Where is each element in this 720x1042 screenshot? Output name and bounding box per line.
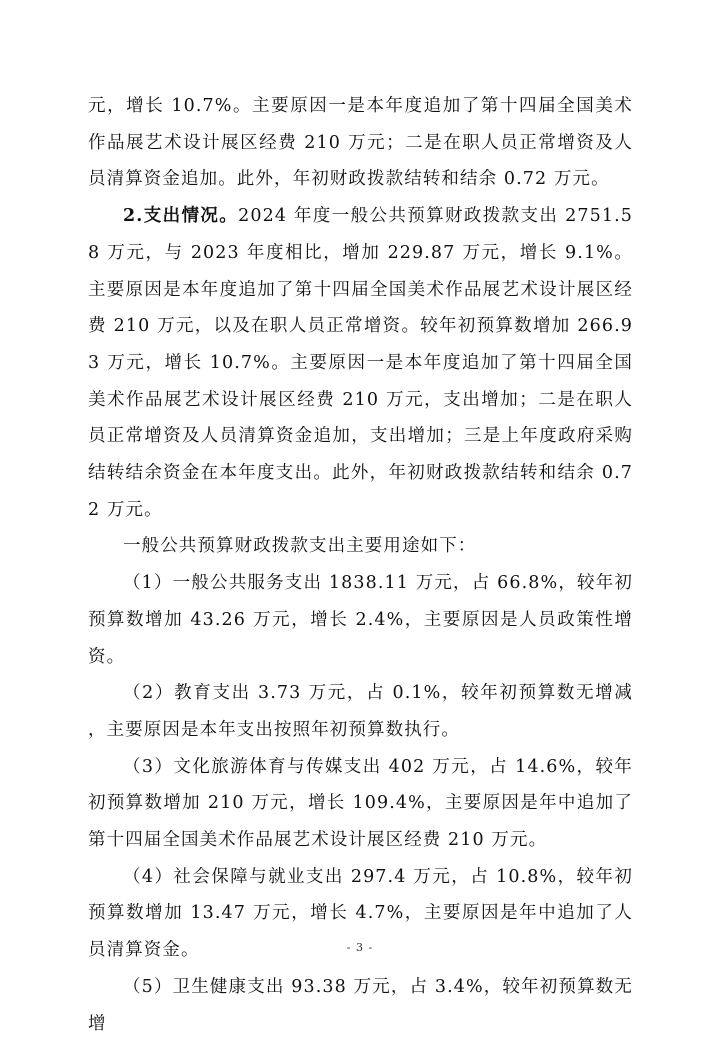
paragraph-text: 元，增长 10.7%。主要原因一是本年度追加了第十四届全国美术作品展艺术设计展区经费 210 万元；二是在职人员正常增资及人员清算资金追加。此外，年初财政拨款结转和结余 0.72 万元。 xyxy=(88,96,633,190)
paragraph-text: 一般公共预算财政拨款支出主要用途如下： xyxy=(123,536,477,557)
paragraph-item-3 xyxy=(88,749,633,859)
paragraph-text: （1）一般公共服务支出 1838.11 万元，占 66.8%，较年初预算数增加 43.26 万元，增长 2.4%，主要原因是人员政策性增资。 xyxy=(88,573,633,667)
paragraph-uses-intro xyxy=(88,528,633,565)
paragraph-text: （5）卫生健康支出 93.38 万元，占 3.4%，较年初预算数无增 xyxy=(88,976,633,1034)
page-number: - 3 - xyxy=(346,941,374,954)
paragraph-item-2 xyxy=(88,675,633,748)
document-body xyxy=(88,88,633,1042)
paragraph-text: （3）文化旅游体育与传媒支出 402 万元，占 14.6%，较年初预算数增加 210 万元，增长 109.4%，主要原因是年中追加了第十四届全国美术作品展艺术设计展区经费 210 万元。 xyxy=(88,756,633,851)
paragraph-item-1 xyxy=(88,565,633,675)
paragraph-text: 2024 年度一般公共预算财政拨款支出 2751.58 万元，与 2023 年度相比，增加 229.87 万元，增长 9.1%。主要原因是本年度追加了第十四届全国美术作品展艺术设计展区经费 210 万元，以及在职人员正常增资。较年初预算数增加 266.93 万元，增长 10.7%。主要原因一是本年度追加了第十四届全国美术作品展艺术设计展区经费 210 万元，支出增加；二是在职人员正常增资及人员清算资金追加，支出增加；三是上年度政府采购结转结余资金在本年度支出。此外，年初财政拨款结转和结余 0.72 万元。 xyxy=(88,206,634,520)
paragraph-expenditure xyxy=(88,198,633,528)
paragraph-item-5 xyxy=(88,969,633,1042)
paragraph-continuation xyxy=(88,88,633,198)
section-heading: 2.支出情况。 xyxy=(123,206,239,227)
paragraph-text: （4）社会保障与就业支出 297.4 万元，占 10.8%，较年初预算数增加 13.47 万元，增长 4.7%，主要原因是年中追加了人员清算资金。 xyxy=(88,866,633,961)
paragraph-text: （2）教育支出 3.73 万元，占 0.1%，较年初预算数无增减，主要原因是本年支出按照年初预算数执行。 xyxy=(88,683,633,740)
